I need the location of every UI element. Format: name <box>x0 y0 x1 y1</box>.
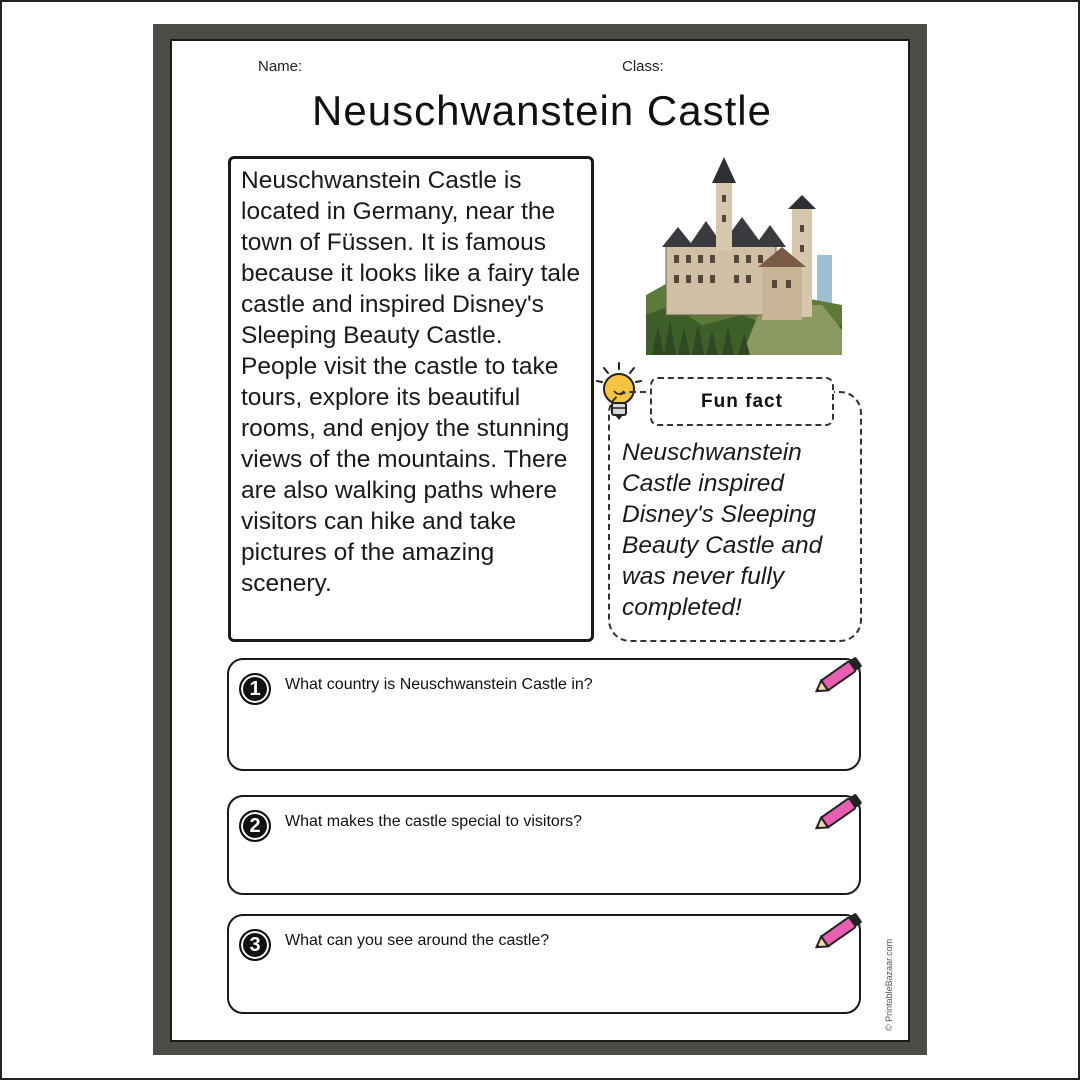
question-2-answer-box[interactable] <box>227 795 861 895</box>
copyright-text: © PrintableBazaar.com <box>884 938 894 1031</box>
worksheet-page <box>170 39 910 1042</box>
class-label: Class: <box>622 58 664 75</box>
question-1-answer-box[interactable] <box>227 658 861 771</box>
reading-passage-text: Neuschwanstein Castle is located in Germany, near the town of Füssen. It is famous because it looks like a fairy tale castle and inspired Disney's Sleeping Beauty Castle. People visit the castle to take tours, explore its beautiful rooms, and enjoy the stunning views of the mountains. There are also walking paths where visitors can hike and take pictures of the amazing scenery. <box>241 167 581 597</box>
question-1-text: What country is Neuschwanstein Castle in? <box>285 676 593 693</box>
question-3-text: What can you see around the castle? <box>285 932 550 949</box>
page-title: Neuschwanstein Castle <box>312 87 772 134</box>
question-number-badge: 1 <box>239 673 271 705</box>
reading-passage-box <box>228 156 594 642</box>
fun-fact-box <box>608 391 862 642</box>
name-label: Name: <box>258 58 303 75</box>
question-2-text: What makes the castle special to visitors? <box>285 813 583 830</box>
question-3-answer-box[interactable] <box>227 914 861 1014</box>
castle-illustration <box>642 155 844 357</box>
pencil-icon <box>815 785 867 837</box>
fun-fact-text: Neuschwanstein Castle inspired Disney's Sleeping Beauty Castle and was never fully completed! <box>622 439 823 621</box>
pencil-icon <box>815 904 867 956</box>
pencil-icon <box>815 648 867 700</box>
fun-fact-label: Fun fact <box>650 377 834 426</box>
question-number-badge: 2 <box>239 810 271 842</box>
question-number-badge: 3 <box>239 929 271 961</box>
